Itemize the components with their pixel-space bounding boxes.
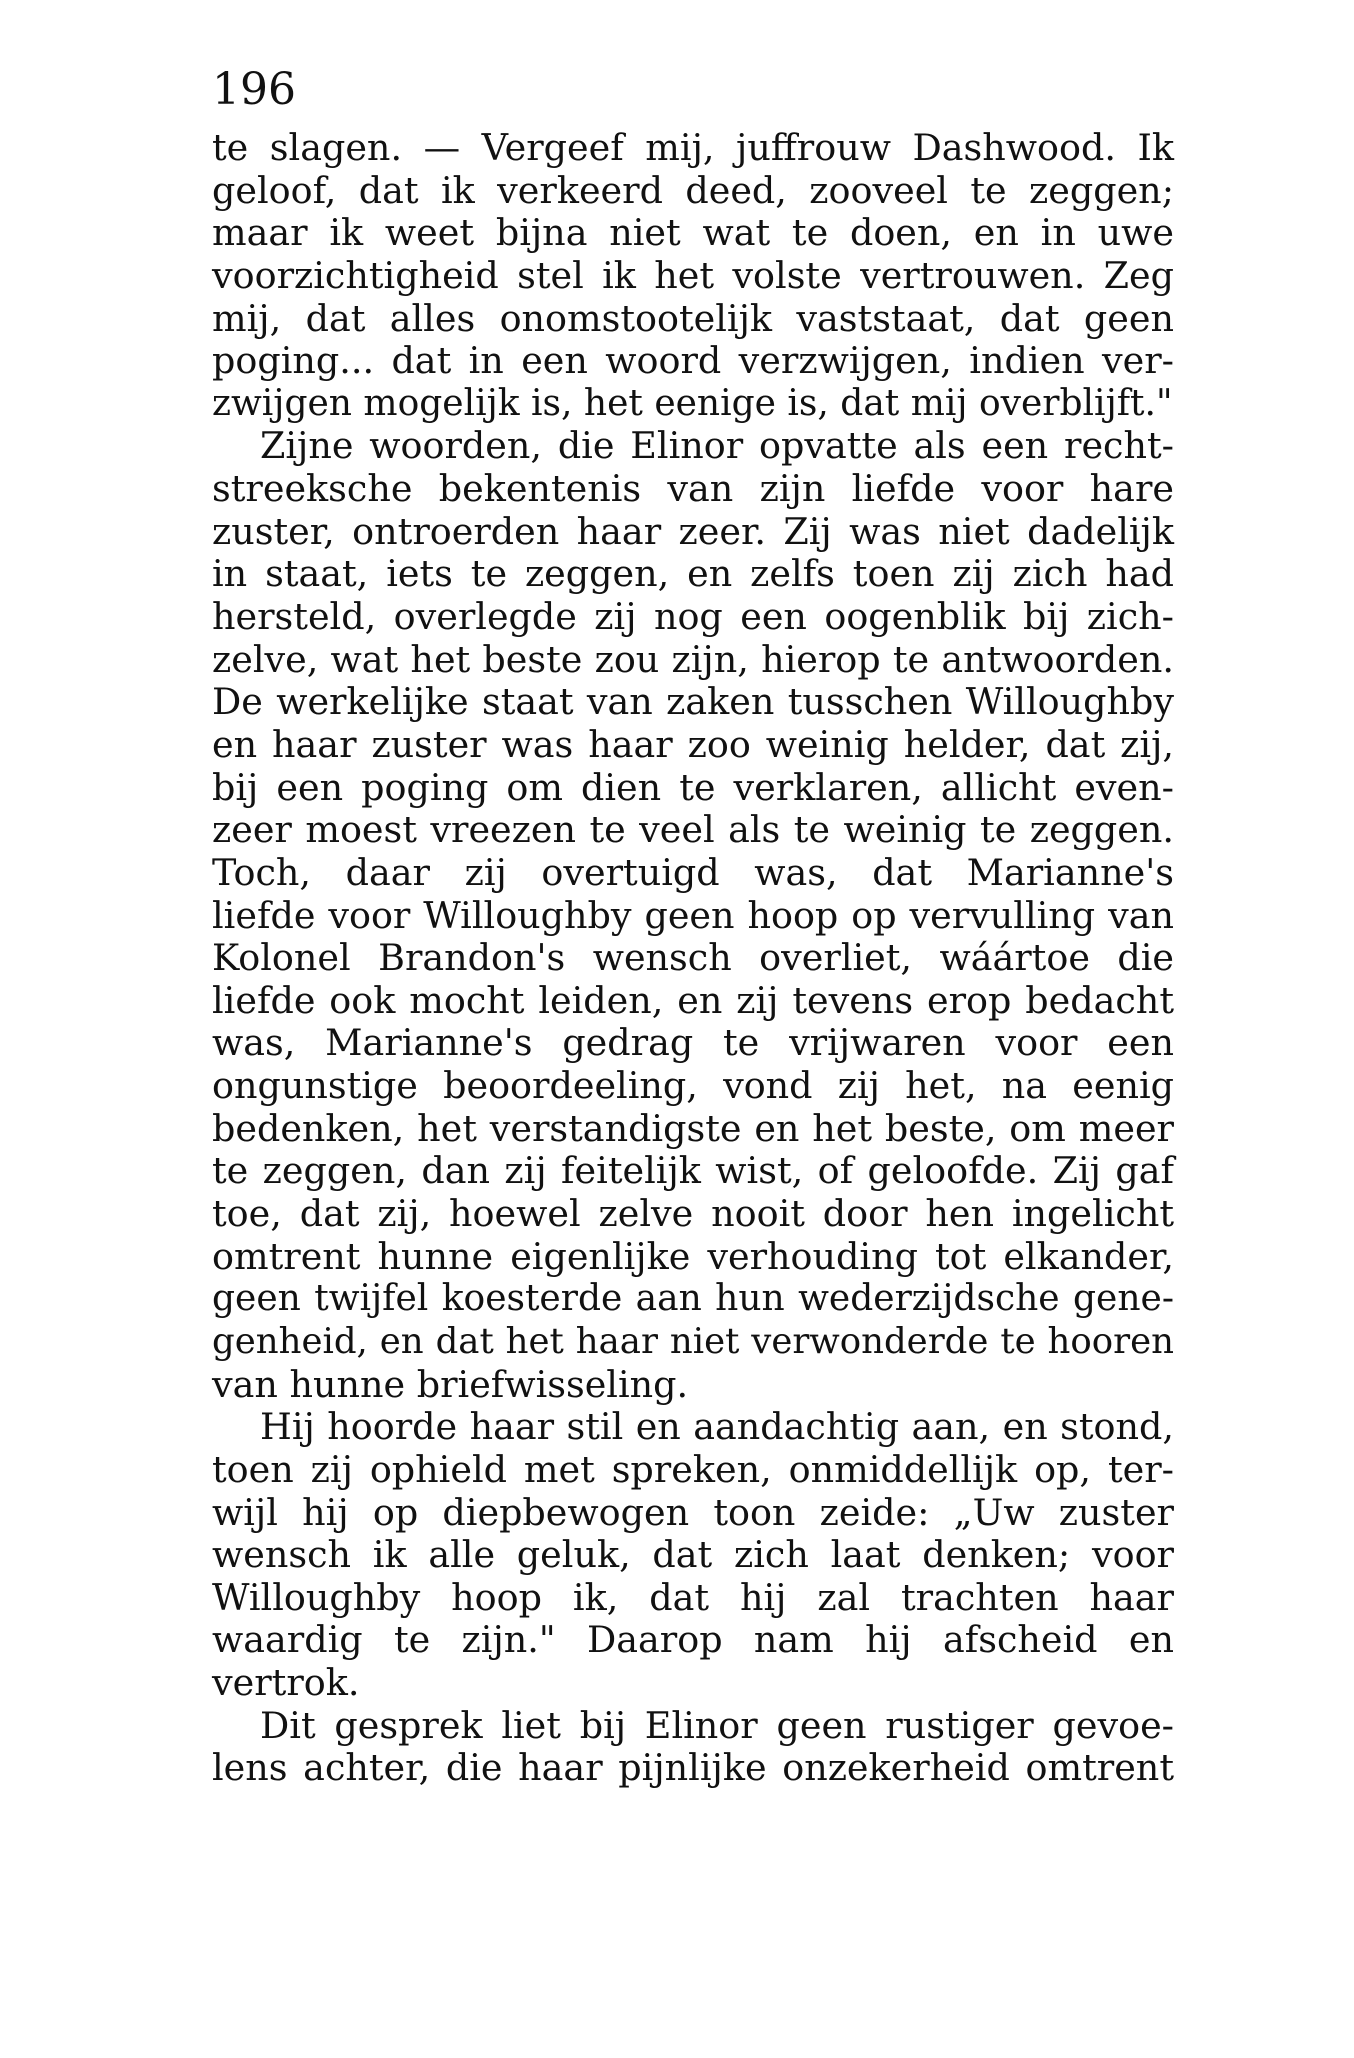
text-line: bedenken, het verstandigste en het beste, om meer [212, 1106, 1174, 1150]
text-line: in staat, iets te zeggen, en zelfs toen zij zich had [212, 552, 1174, 596]
text-line: hersteld, overlegde zij nog een oogenblik bij zich- [212, 595, 1174, 639]
paragraph-start-line: Hij hoorde haar stil en aandachtig aan, en stond, [260, 1405, 1174, 1449]
text-line: te zeggen, dan zij feitelijk wist, of geloofde. Zij gaf [212, 1149, 1174, 1193]
text-line: waardig te zijn." Daarop nam hij afscheid en [212, 1618, 1174, 1662]
text-line: geen twijfel koesterde aan hun wederzijdsche gene- [212, 1278, 1174, 1320]
text-line: Kolonel Brandon's wensch overliet, wáártoe die [212, 936, 1174, 980]
paragraph-start-line: Zijne woorden, die Elinor opvatte als een recht- [260, 424, 1174, 468]
text-line: Toch, daar zij overtuigd was, dat Marianne's [212, 850, 1174, 894]
text-line: zuster, ontroerden haar zeer. Zij was niet dadelijk [212, 509, 1174, 553]
text-line: liefde ook mocht leiden, en zij tevens erop bedacht [212, 978, 1174, 1022]
text-line: maar ik weet bijna niet wat te doen, en in uwe [212, 211, 1174, 255]
text-line: toen zij ophield met spreken, onmiddellijk op, ter- [212, 1447, 1174, 1491]
text-line: wensch ik alle geluk, dat zich laat denken; voor [212, 1533, 1174, 1577]
text-line: omtrent hunne eigenlijke verhouding tot elkander, [212, 1234, 1174, 1278]
text-line: vertrok. [212, 1661, 360, 1705]
text-line: lens achter, die haar pijnlijke onzekerheid omtrent [212, 1746, 1174, 1790]
text-line: De werkelijke staat van zaken tusschen Willoughby [212, 680, 1174, 724]
text-line: voorzichtigheid stel ik het volste vertrouwen. Zeg [212, 253, 1174, 297]
text-line: poging... dat in een woord verzwijgen, indien ver- [212, 339, 1174, 383]
text-line: geloof, dat ik verkeerd deed, zooveel te zeggen; [212, 168, 1174, 212]
page-number: 196 [212, 64, 296, 115]
text-line: was, Marianne's gedrag te vrijwaren voor een [212, 1021, 1174, 1065]
text-line: wijl hij op diepbewogen toon zeide: „Uw zuster [212, 1490, 1174, 1534]
body-text [212, 127, 1174, 1790]
text-line: zwijgen mogelijk is, het eenige is, dat mij overblijft." [212, 382, 1173, 424]
text-line: mij, dat alles onomstootelijk vaststaat, dat geen [212, 296, 1174, 340]
text-line: Willoughby hoop ik, dat hij zal trachten haar [212, 1575, 1174, 1619]
text-line: bij een poging om dien te verklaren, allicht even- [212, 765, 1174, 809]
text-line: en haar zuster was haar zoo weinig helder, dat zij, [212, 722, 1174, 766]
text-line: genheid, en dat het haar niet verwonderde te hooren [212, 1320, 1174, 1362]
text-line: te slagen. — Vergeef mij, juffrouw Dashwood. Ik [212, 126, 1174, 169]
paragraph-start-line: Dit gesprek liet bij Elinor geen rustiger gevoe- [260, 1703, 1174, 1747]
text-line: toe, dat zij, hoewel zelve nooit door hen ingelicht [212, 1192, 1174, 1236]
text-line: zelve, wat het beste zou zijn, hierop te antwoorden. [212, 637, 1174, 681]
text-line: liefde voor Willoughby geen hoop op vervulling van [212, 893, 1174, 937]
text-line: ongunstige beoordeeling, vond zij het, na eenig [212, 1064, 1174, 1108]
text-line: zeer moest vreezen te veel als te weinig te zeggen. [212, 808, 1174, 852]
text-line: van hunne briefwisseling. [212, 1362, 689, 1406]
text-line: streeksche bekentenis van zijn liefde voor hare [212, 467, 1174, 511]
